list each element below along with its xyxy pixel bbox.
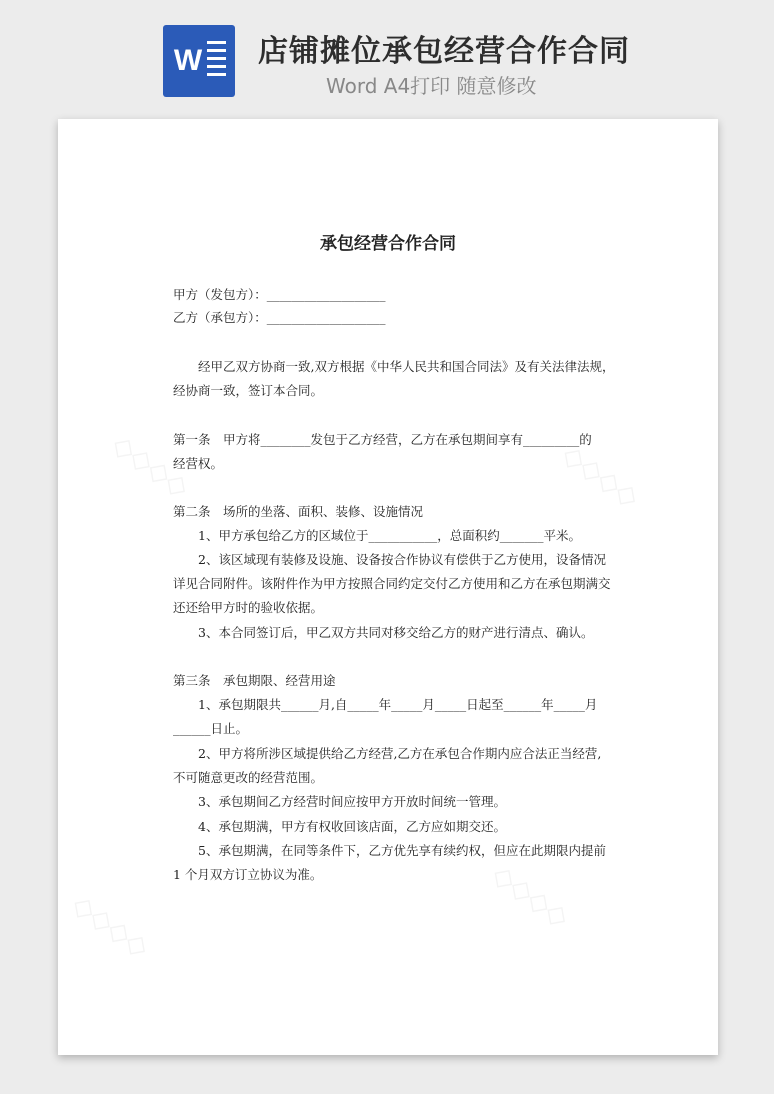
clause-line: 2、甲方将所涉区域提供给乙方经营,乙方在承包合作期内应合法正当经营, [198, 746, 602, 761]
word-logo-icon [163, 25, 235, 97]
clause-line: 2、该区域现有装修及设施、设备按合作协议有偿供于乙方使用，设备情况 [198, 552, 606, 567]
clause-line: 不可随意更改的经营范围。 [173, 770, 324, 785]
clause-line: 3、承包期间乙方经营时间应按甲方开放时间统一管理。 [198, 794, 506, 809]
clause-line: 1、甲方承包给乙方的区域位于___________，总面积约_______平米。 [198, 528, 581, 543]
article-3-heading: 第三条 承包期限、经营用途 [173, 673, 336, 688]
page-title: 店铺摊位承包经营合作合同 [258, 34, 630, 69]
document-lines-icon [204, 41, 226, 81]
preamble-line: 经协商一致，签订本合同。 [173, 383, 324, 398]
logo-letter: W [169, 39, 207, 83]
preamble-line: 经甲乙双方协商一致,双方根据《中华人民共和国合同法》及有关法律法规， [198, 359, 615, 374]
party-a-line: 甲方（发包方）：___________________ [173, 287, 386, 302]
page-header [0, 0, 774, 110]
document-page [58, 119, 718, 1055]
clause-line: 4、承包期满，甲方有权收回该店面，乙方应如期交还。 [198, 819, 506, 834]
clause-line: 3、本合同签订后，甲乙双方共同对移交给乙方的财产进行清点、确认。 [198, 625, 594, 640]
watermark [66, 887, 155, 963]
watermark [556, 437, 645, 513]
clause-line: 详见合同附件。该附件作为甲方按照合同约定交付乙方使用和乙方在承包期满交 [173, 576, 611, 591]
clause-line: 还还给甲方时的验收依据。 [173, 600, 324, 615]
page-subtitle: Word A4打印 随意修改 [326, 74, 537, 98]
article-1-line: 经营权。 [173, 456, 224, 471]
party-b-line: 乙方（承包方）：___________________ [173, 310, 386, 325]
article-1-line: 第一条 甲方将________发包于乙方经营，乙方在承包期间享有_________的 [173, 432, 592, 447]
clause-line: 1、承包期限共______月,自_____年_____月_____日起至______年_____月 [198, 697, 598, 712]
document-title: 承包经营合作合同 [320, 234, 456, 254]
clause-line: 5、承包期满，在同等条件下，乙方优先享有续约权，但应在此期限内提前 [198, 843, 606, 858]
article-2-heading: 第二条 场所的坐落、面积、装修、设施情况 [173, 504, 424, 519]
clause-line: 1 个月双方订立协议为准。 [173, 867, 323, 882]
clause-line: ______日止。 [173, 721, 249, 736]
